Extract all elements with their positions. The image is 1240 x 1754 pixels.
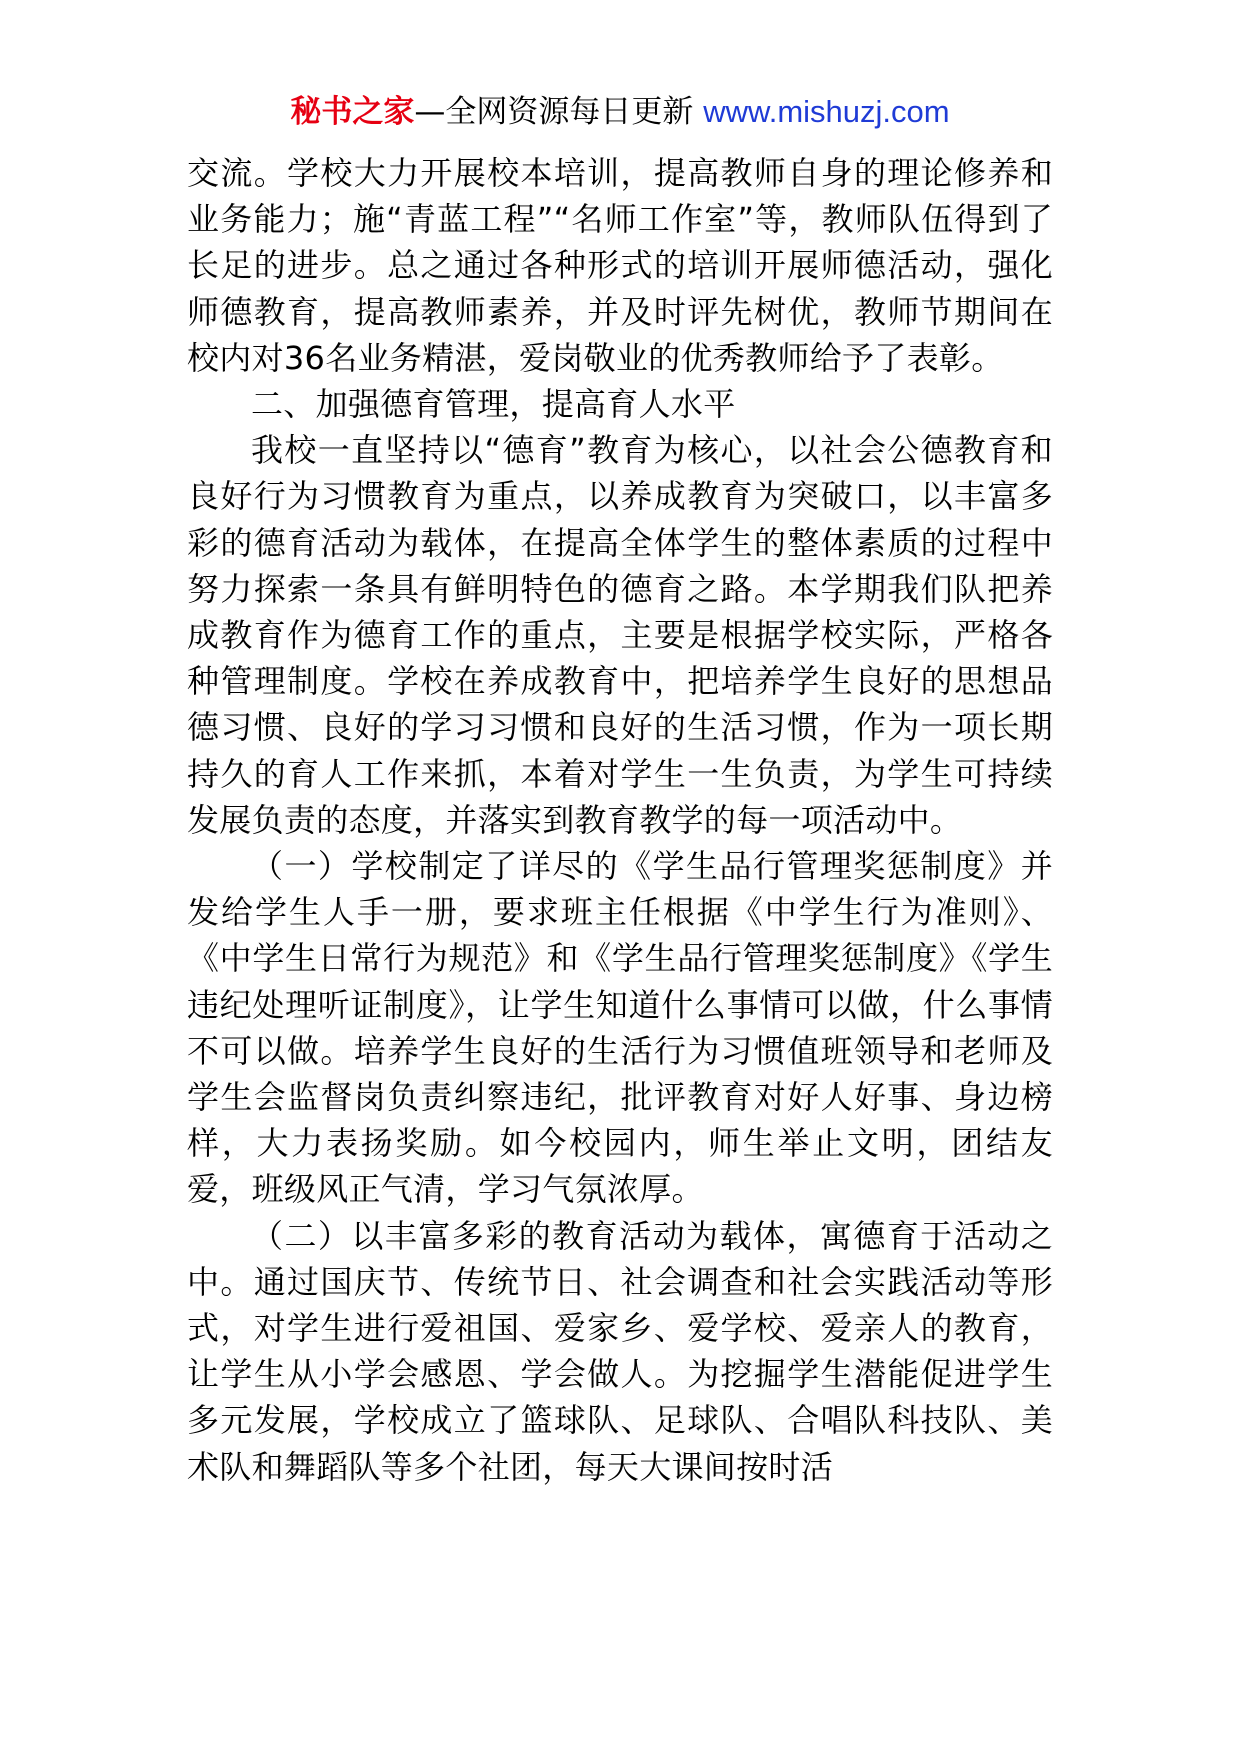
paragraph-item-one: （一）学校制定了详尽的《学生品行管理奖惩制度》并发给学生人手一册，要求班主任根据《中学生行为准则》、《中学生日常行为规范》和《学生品行管理奖惩制度》《学生违纪处理听证制度》，让学生知道什么事情可以做，什么事情不可以做。培养学生良好的生活行为习惯值班领导和老师及学生会监督岗负责纠察违纪，批评教育对好人好事、身边榜样，大力表扬奖励。如今校园内，师生举止文明，团结友爱，班级风正气清，学习气氛浓厚。 <box>187 847 1053 1209</box>
section-heading: 二、加强德育管理，提高育人水平 <box>251 385 736 424</box>
paragraph-moral-education: 我校一直坚持以“德育”教育为核心，以社会公德教育和良好行为习惯教育为重点，以养成教育为突破口，以丰富多彩的德育活动为载体，在提高全体学生的整体素质的过程中努力探索一条具有鲜明特色的德育之路。本学期我们队把养成教育作为德育工作的重点，主要是根据学校实际，严格各种管理制度。学校在养成教育中，把培养学生良好的思想品德习惯、良好的学习习惯和良好的生活习惯，作为一项长期持久的育人工作来抓，本着对学生一生负责，为学生可持续发展负责的态度，并落实到教育教学的每一项活动中。 <box>187 431 1053 839</box>
document-body <box>187 150 1053 1490</box>
header-tagline: —全网资源每日更新 <box>414 94 694 130</box>
paragraph-continuation: 交流。学校大力开展校本培训，提高教师自身的理论修养和业务能力；施“青蓝工程”“名师工作室”等，教师队伍得到了长足的进步。总之通过各种形式的培训开展师德活动，强化师德教育，提高教师素养，并及时评先树优，教师节期间在校内对36名业务精湛，爱岗敬业的优秀教师给予了表彰。 <box>187 154 1053 377</box>
site-header <box>0 92 1240 132</box>
site-url-link[interactable]: www.mishuzj.com <box>703 94 950 129</box>
paragraph-item-two: （二）以丰富多彩的教育活动为载体，寓德育于活动之中。通过国庆节、传统节日、社会调查和社会实践活动等形式，对学生进行爱祖国、爱家乡、爱学校、爱亲人的教育，让学生从小学会感恩、学会做人。为挖掘学生潜能促进学生多元发展，学校成立了篮球队、足球队、合唱队科技队、美术队和舞蹈队等多个社团，每天大课间按时活 <box>187 1216 1053 1486</box>
brand-name: 秘书之家 <box>290 94 415 130</box>
